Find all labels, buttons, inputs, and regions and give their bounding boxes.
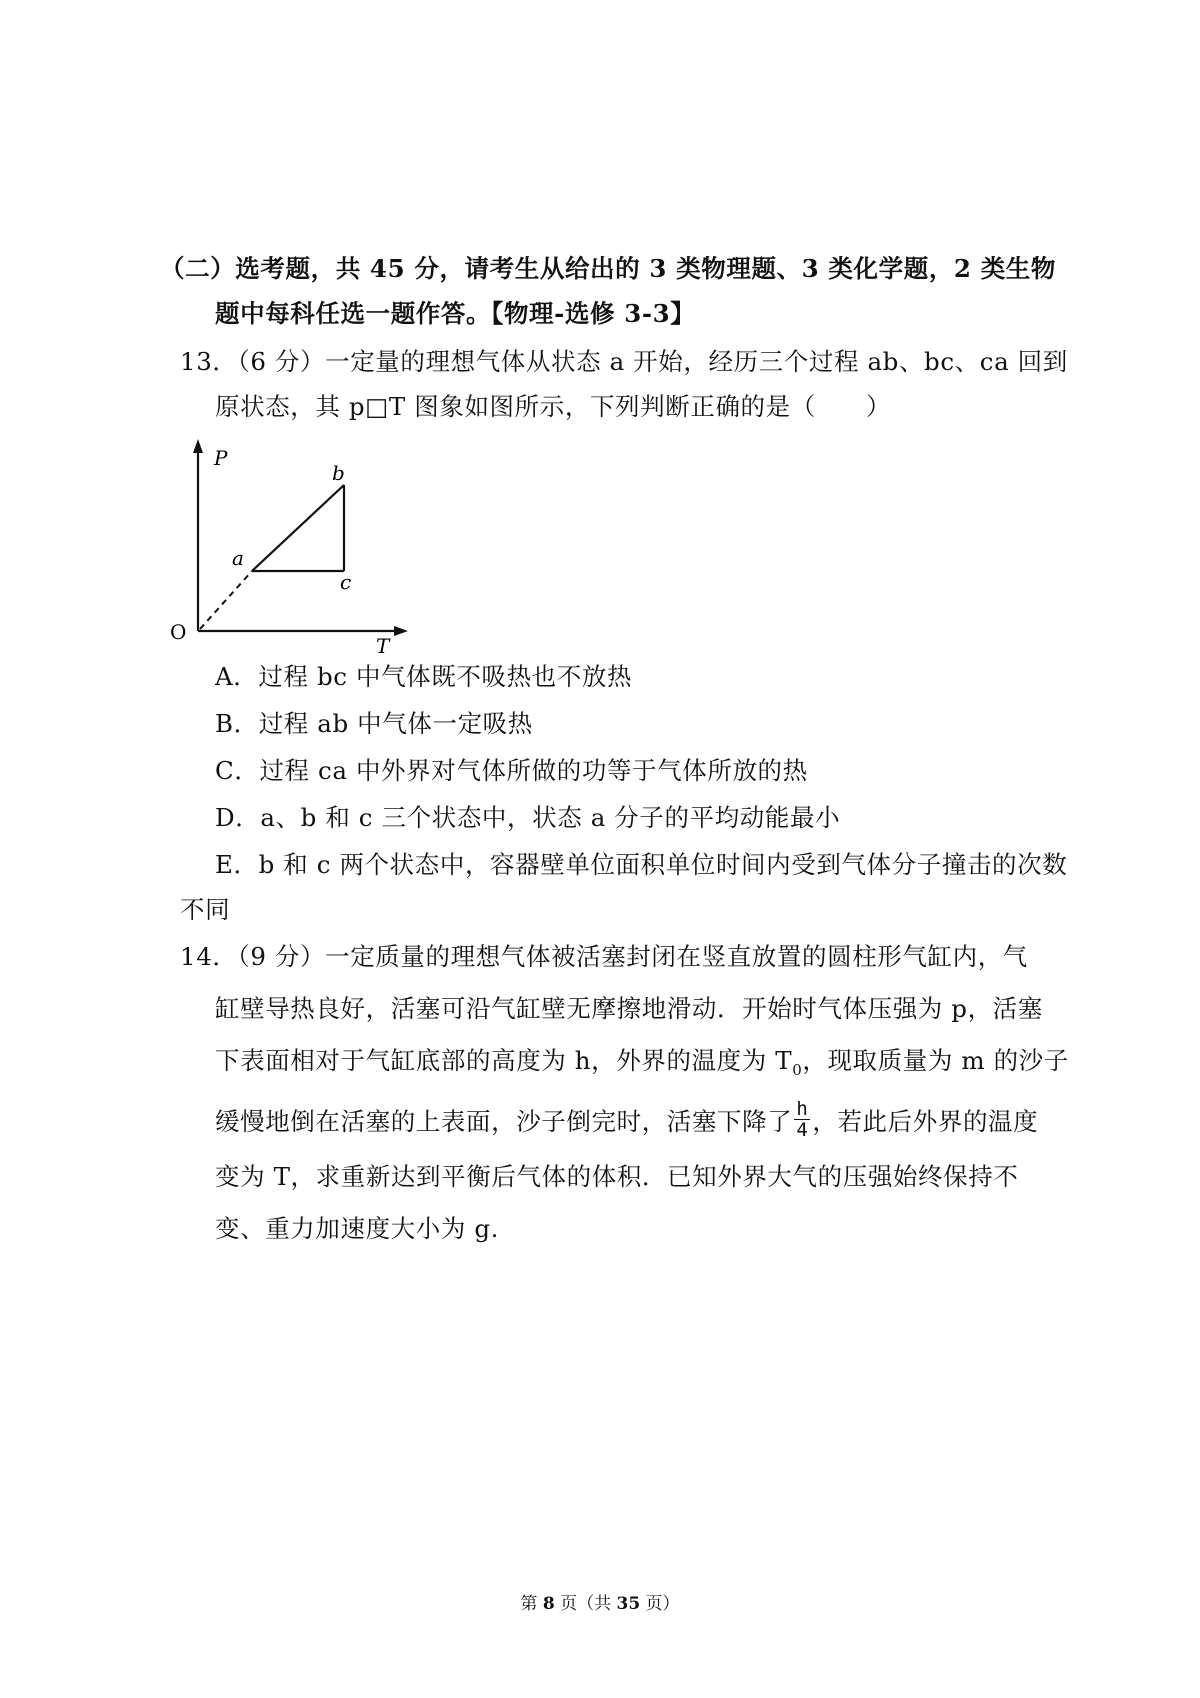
q13-option-d: D．a、b 和 c 三个状态中，状态 a 分子的平均动能最小 xyxy=(215,803,841,832)
origin-label: O xyxy=(170,620,187,644)
pt-diagram xyxy=(170,435,430,655)
q14-stem-line-3 xyxy=(215,1044,1069,1087)
dashed-extension xyxy=(200,571,252,629)
t0-subscript: 0 xyxy=(792,1060,803,1079)
t-axis-arrow xyxy=(394,626,408,636)
q14-line-3-part-2: ，现取质量为 m 的沙子 xyxy=(802,1046,1069,1075)
q14-stem-line-5: 变为 T，求重新达到平衡后气体的体积．已知外界大气的压强始终保持不 xyxy=(215,1162,1019,1191)
p-axis-label: P xyxy=(214,446,228,470)
point-a-label: a xyxy=(232,546,244,570)
point-c-label: c xyxy=(340,570,352,594)
q14-stem-line-1: 14．（9 分）一定质量的理想气体被活塞封闭在竖直放置的圆柱形气缸内，气 xyxy=(180,942,1028,971)
process-ab xyxy=(252,485,344,571)
q13-option-b: B．过程 ab 中气体一定吸热 xyxy=(215,709,533,738)
q14-line-4-part-2: ，若此后外界的温度 xyxy=(812,1107,1039,1136)
q14-stem-line-6: 变、重力加速度大小为 g. xyxy=(215,1214,500,1243)
q13-option-c: C．过程 ca 中外界对气体所做的功等于气体所放的热 xyxy=(215,756,808,785)
footer-suffix: 页） xyxy=(640,1594,680,1614)
q13-option-e: E．b 和 c 两个状态中，容器壁单位面积单位时间内受到气体分子撞击的次数 xyxy=(215,850,1068,879)
page-footer xyxy=(0,1592,1200,1616)
q14-stem-line-2: 缸壁导热良好，活塞可沿气缸壁无摩擦地滑动．开始时气体压强为 p，活塞 xyxy=(215,994,1043,1023)
q13-stem-line-2: 原状态，其 p□T 图象如图所示，下列判断正确的是（ ） xyxy=(215,392,892,421)
footer-prefix: 第 xyxy=(520,1594,543,1614)
point-b-label: b xyxy=(332,461,345,485)
q13-option-e-continued: 不同 xyxy=(180,895,231,924)
p-axis-arrow xyxy=(193,439,203,453)
q13-stem-line-1: 13．（6 分）一定量的理想气体从状态 a 开始，经历三个过程 ab、bc、ca 回到 xyxy=(180,347,1068,376)
section-heading-line-1: （二）选考题，共 45 分，请考生从给出的 3 类物理题、3 类化学题，2 类生物 xyxy=(160,254,1057,283)
q14-stem-line-4 xyxy=(215,1098,1039,1144)
footer-middle: 页（共 xyxy=(554,1594,617,1614)
q13-option-a: A．过程 bc 中气体既不吸热也不放热 xyxy=(215,662,633,691)
fraction-h-over-4 xyxy=(794,1099,810,1140)
footer-page-number: 8 xyxy=(542,1594,555,1614)
section-heading-line-2: 题中每科任选一题作答。【物理-选修 3-3】 xyxy=(215,299,696,328)
fraction-numerator: h xyxy=(796,1098,809,1120)
fraction-denominator: 4 xyxy=(796,1119,809,1141)
q14-line-3-part-1: 下表面相对于气缸底部的高度为 h，外界的温度为 T xyxy=(215,1046,793,1075)
footer-total-pages: 35 xyxy=(616,1594,641,1614)
q14-line-4-part-1: 缓慢地倒在活塞的上表面，沙子倒完时，活塞下降了 xyxy=(215,1107,793,1136)
t-axis-label: T xyxy=(376,634,390,655)
